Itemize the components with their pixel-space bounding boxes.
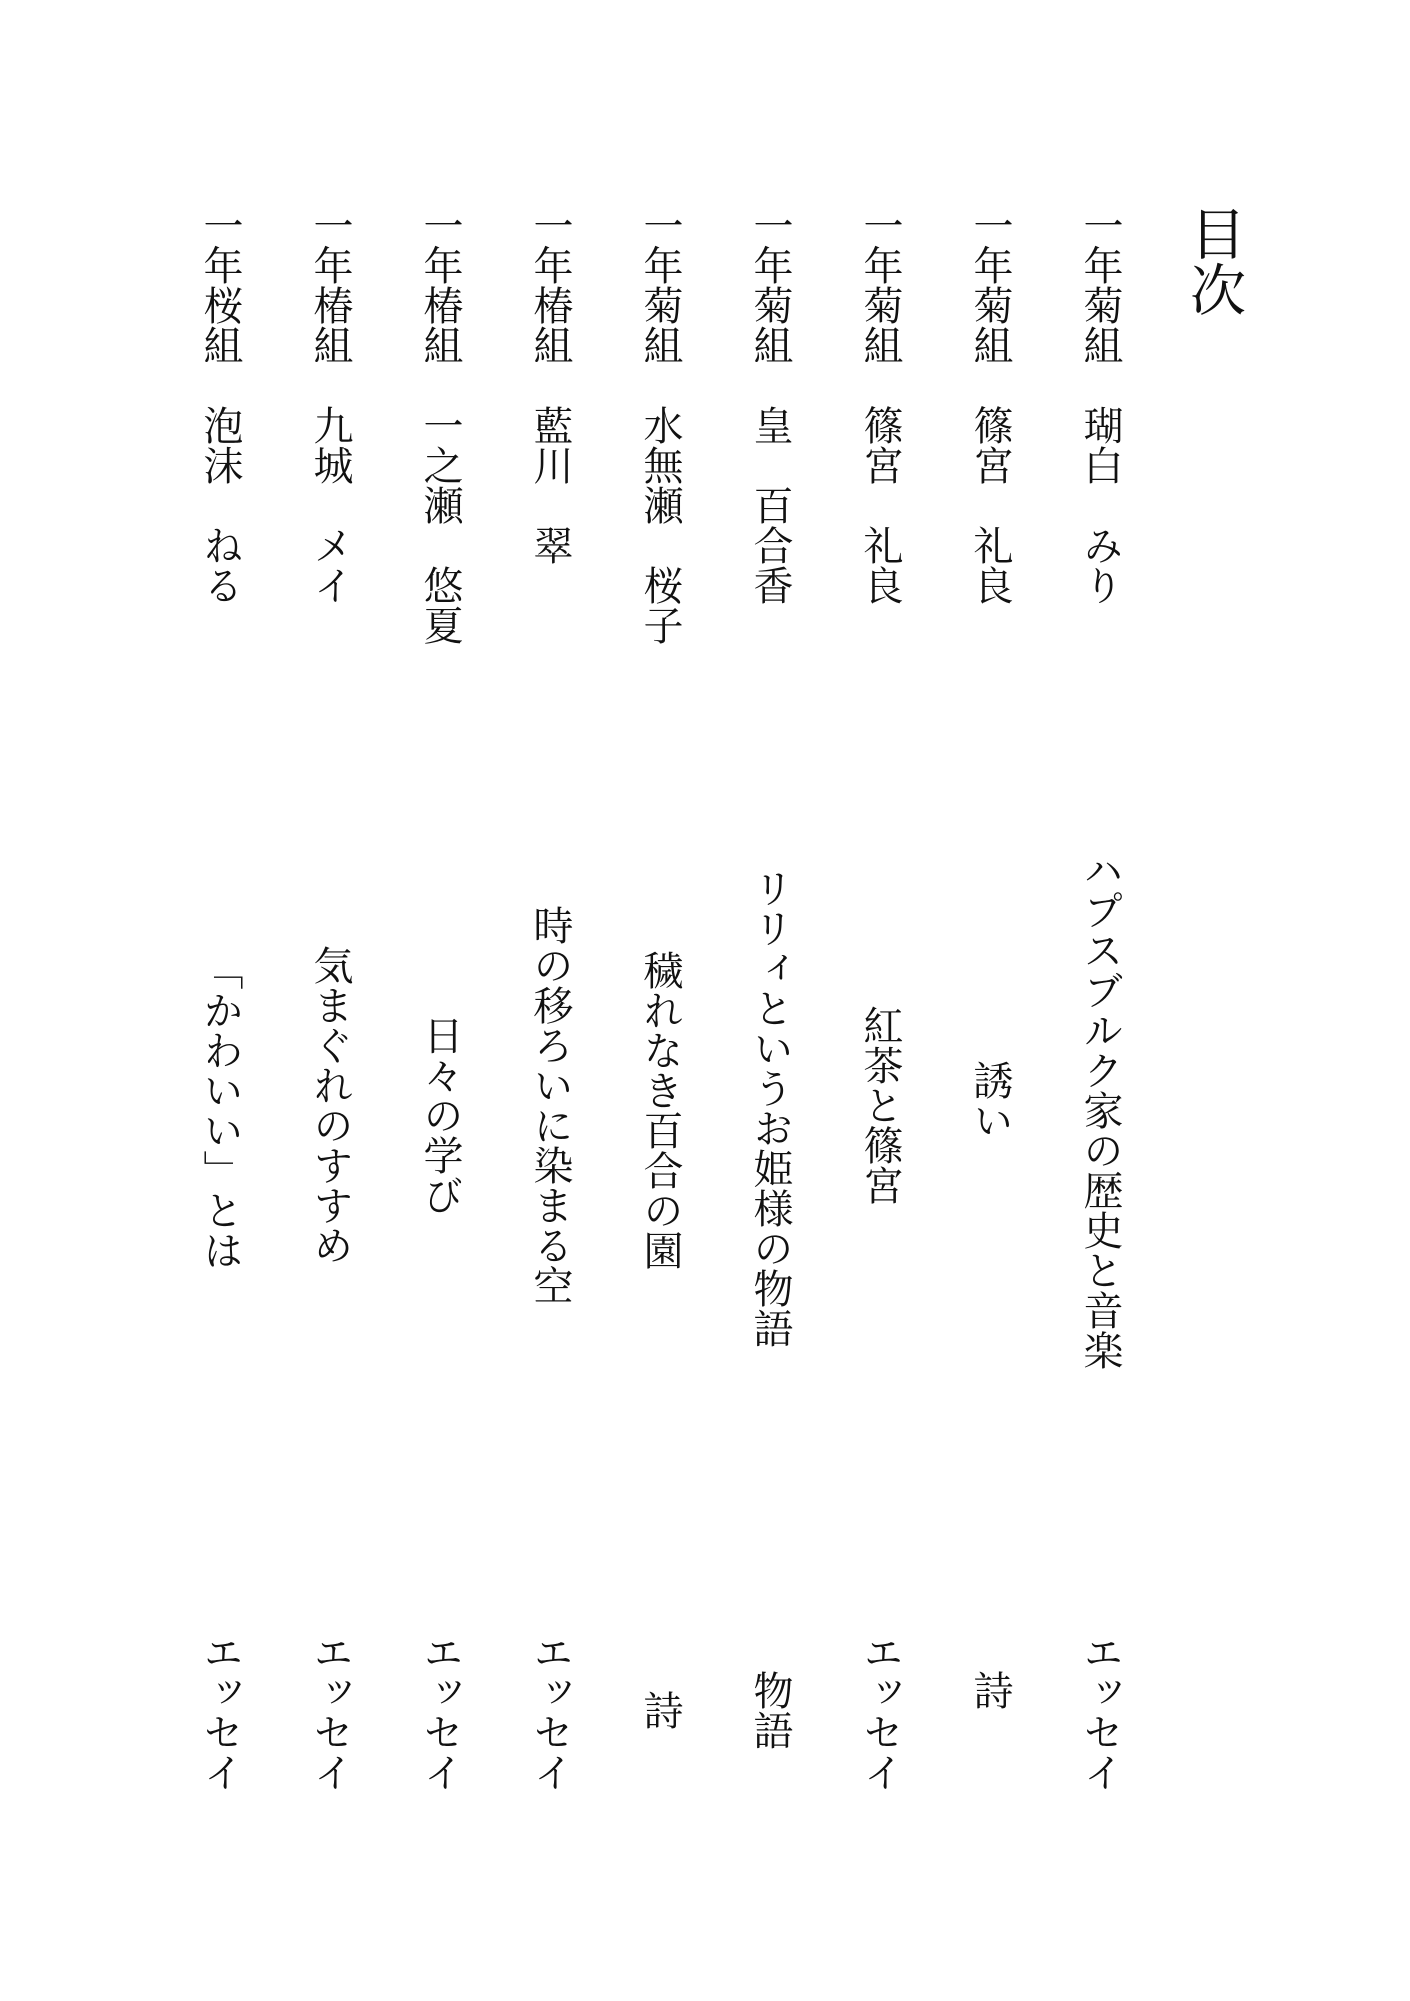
page-title: 目次 — [1181, 205, 1246, 317]
entry-author: 一年菊組 水無瀬 桜子 — [637, 205, 683, 645]
entry-author: 一年桜組 泡沫 ねる — [197, 205, 243, 605]
toc-entry — [1070, 0, 1130, 2001]
entry-author: 一年椿組 藍川 翠 — [527, 205, 573, 565]
toc-entry — [740, 0, 800, 2001]
entry-genre: エッセイ — [417, 1632, 463, 1792]
entry-title: 紅茶と篠宮 — [857, 1005, 903, 1205]
toc-entry — [410, 0, 470, 2001]
toc-entry — [850, 0, 910, 2001]
entry-title: 穢れなき百合の園 — [637, 950, 683, 1270]
entry-title: リリィというお姫様の物語 — [747, 868, 793, 1348]
entry-genre: エッセイ — [197, 1632, 243, 1792]
entry-genre: エッセイ — [527, 1632, 573, 1792]
toc-entry — [190, 0, 250, 2001]
entry-title: 時の移ろいに染まる空 — [527, 905, 573, 1305]
entry-title: 日々の学び — [417, 1015, 463, 1215]
entry-genre: 詩 — [637, 1690, 683, 1730]
entry-author: 一年椿組 一之瀬 悠夏 — [417, 205, 463, 645]
entry-title: 「かわいい」とは — [197, 950, 243, 1270]
toc-entry — [960, 0, 1020, 2001]
entry-author: 一年椿組 九城 メイ — [307, 205, 353, 605]
entry-author: 一年菊組 皇 百合香 — [747, 205, 793, 605]
toc-entry — [630, 0, 690, 2001]
entry-author: 一年菊組 篠宮 礼良 — [967, 205, 1013, 605]
entry-title: 誘い — [967, 1060, 1013, 1140]
entry-genre: 物語 — [747, 1670, 793, 1750]
toc-entry — [300, 0, 360, 2001]
entry-genre: エッセイ — [1077, 1632, 1123, 1792]
toc-entry — [520, 0, 580, 2001]
entry-author: 一年菊組 篠宮 礼良 — [857, 205, 903, 605]
entry-title: 気まぐれのすすめ — [307, 945, 353, 1265]
entry-author: 一年菊組 瑚白 みり — [1077, 205, 1123, 605]
entry-genre: エッセイ — [857, 1632, 903, 1792]
entry-genre: エッセイ — [307, 1632, 353, 1792]
entry-genre: 詩 — [967, 1670, 1013, 1710]
entry-title: ハプスブルク家の歴史と音楽 — [1077, 850, 1123, 1370]
